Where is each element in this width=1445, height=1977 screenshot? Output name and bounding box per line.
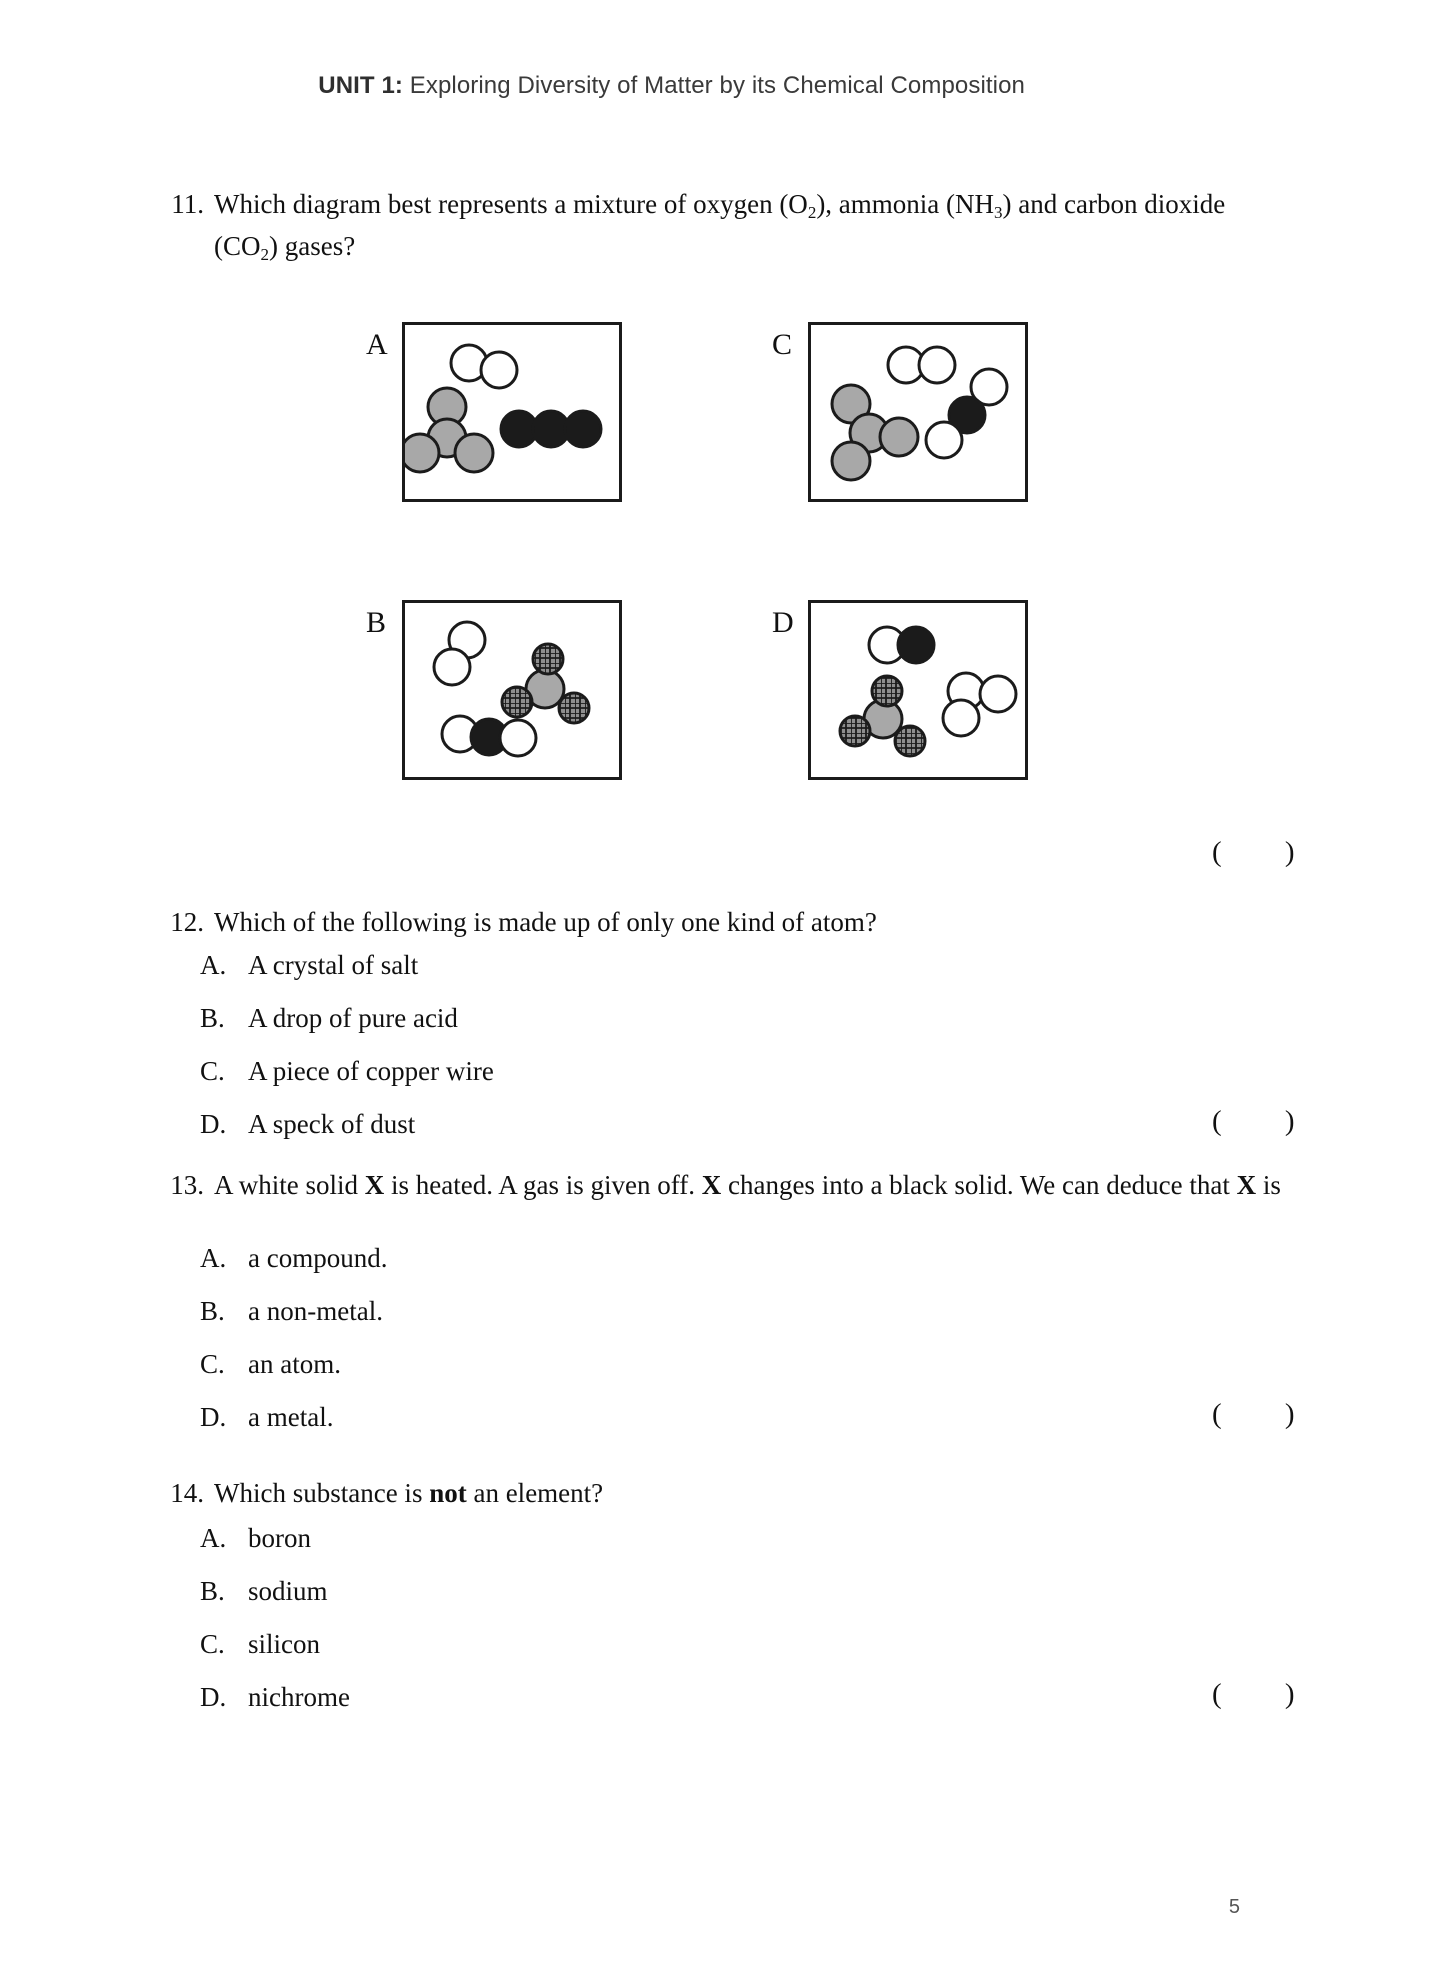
option-text: silicon <box>248 1629 320 1659</box>
question-13-number: 13. <box>170 1170 204 1200</box>
option-row[interactable] <box>200 1404 1100 1457</box>
option-letter: A. <box>200 1523 227 1553</box>
option-text: A drop of pure acid <box>248 1003 458 1033</box>
question-11-text <box>214 184 1287 268</box>
q13-seg-c: changes into a black solid. We can deduce that <box>721 1170 1237 1200</box>
option-row[interactable] <box>200 1111 1100 1164</box>
answer-marker-q14[interactable]: ( ) <box>1212 1678 1323 1710</box>
q11-sub-co2: 2 <box>260 244 269 264</box>
q13-bold-x2: X <box>701 1170 722 1200</box>
question-12 <box>152 902 1287 943</box>
q11-text-seg3: ) and carbon dioxide (CO <box>214 189 1226 261</box>
option-text: a non-metal. <box>248 1296 383 1326</box>
option-row[interactable] <box>200 1058 1100 1111</box>
question-14 <box>152 1473 1287 1514</box>
header-unit-label: UNIT 1: <box>318 72 403 99</box>
option-text: sodium <box>248 1576 328 1606</box>
answer-marker-q11[interactable]: ( ) <box>1212 836 1323 868</box>
option-row[interactable] <box>200 952 1100 1005</box>
diagram-d-molecules <box>811 603 1025 777</box>
header-title: Exploring Diversity of Matter by its Chemical Composition <box>402 72 1025 99</box>
q13-bold-x1: X <box>364 1170 385 1200</box>
question-14-number: 14. <box>170 1478 204 1508</box>
question-12-number: 12. <box>170 907 204 937</box>
option-letter: D. <box>200 1109 227 1139</box>
option-letter: A. <box>200 950 227 980</box>
q11-text-seg1: Which diagram best represents a mixture of oxygen (O <box>214 189 808 219</box>
answer-marker-q12[interactable]: ( ) <box>1212 1105 1323 1137</box>
question-13-options <box>200 1245 1100 1457</box>
option-letter: A. <box>200 1243 227 1273</box>
option-text: A crystal of salt <box>248 950 419 980</box>
q13-seg-a: A white solid <box>214 1170 365 1200</box>
option-letter: D. <box>200 1402 227 1432</box>
q14-seg-b: an element? <box>466 1478 604 1508</box>
question-13-text <box>214 1165 1287 1206</box>
answer-marker-q13[interactable]: ( ) <box>1212 1398 1323 1430</box>
option-letter: B. <box>200 1003 225 1033</box>
diagram-label-d: D <box>772 606 794 639</box>
option-text: A speck of dust <box>248 1109 416 1139</box>
question-14-text <box>214 1473 1287 1514</box>
option-text: a metal. <box>248 1402 334 1432</box>
question-14-options <box>200 1525 1100 1737</box>
question-11 <box>152 184 1287 268</box>
option-row[interactable] <box>200 1578 1100 1631</box>
option-letter: C. <box>200 1056 225 1086</box>
option-row[interactable] <box>200 1245 1100 1298</box>
option-letter: D. <box>200 1682 227 1712</box>
q14-bold-not: not <box>429 1478 467 1508</box>
question-12-text: Which of the following is made up of only one kind of atom? <box>214 907 877 937</box>
diagram-c-molecules <box>811 325 1025 499</box>
option-row[interactable] <box>200 1631 1100 1684</box>
q14-seg-a: Which substance is <box>214 1478 430 1508</box>
q13-seg-b: is heated. A gas is given off. <box>384 1170 702 1200</box>
option-text: an atom. <box>248 1349 341 1379</box>
option-text: A piece of copper wire <box>248 1056 494 1086</box>
option-letter: B. <box>200 1576 225 1606</box>
q11-sub-o2: 2 <box>807 202 817 222</box>
option-row[interactable] <box>200 1298 1100 1351</box>
option-row[interactable] <box>200 1005 1100 1058</box>
option-text: nichrome <box>248 1682 350 1712</box>
diagram-a-molecules <box>405 325 619 499</box>
diagram-box-d[interactable] <box>808 600 1028 780</box>
q13-seg-d: is <box>1256 1170 1281 1200</box>
q11-text-seg2: ), ammonia (NH <box>816 189 995 219</box>
q11-sub-nh3: 3 <box>994 202 1003 222</box>
diagram-label-c: C <box>772 328 793 361</box>
diagram-box-c[interactable] <box>808 322 1028 502</box>
option-text: boron <box>248 1523 311 1553</box>
option-row[interactable] <box>200 1351 1100 1404</box>
diagram-box-b[interactable] <box>402 600 622 780</box>
option-letter: C. <box>200 1629 225 1659</box>
option-row[interactable] <box>200 1684 1100 1737</box>
option-letter: B. <box>200 1296 225 1326</box>
question-13 <box>152 1165 1287 1206</box>
q11-text-seg4: ) gases? <box>269 230 356 261</box>
diagram-label-b: B <box>366 606 387 639</box>
q13-bold-x3: X <box>1236 1170 1257 1200</box>
option-row[interactable] <box>200 1525 1100 1578</box>
option-letter: C. <box>200 1349 225 1379</box>
question-11-number: 11. <box>171 189 204 219</box>
option-text: a compound. <box>248 1243 388 1273</box>
diagram-box-a[interactable] <box>402 322 622 502</box>
diagram-label-a: A <box>366 328 388 361</box>
page-number: 5 <box>1228 1896 1240 1918</box>
question-12-options <box>200 952 1100 1164</box>
diagram-b-molecules <box>405 603 619 777</box>
